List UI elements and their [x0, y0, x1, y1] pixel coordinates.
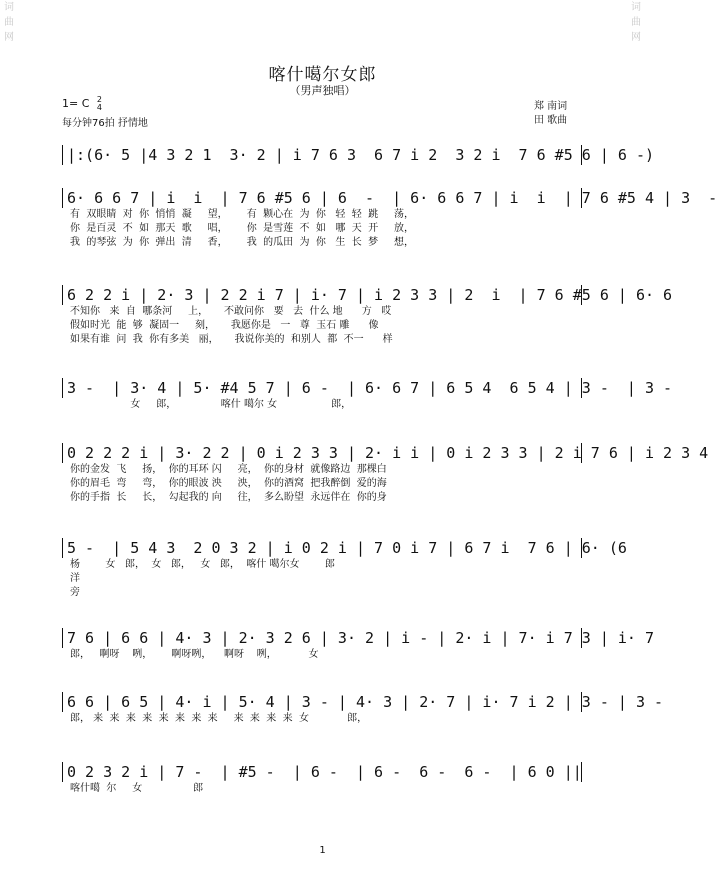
staff-notes: 3 - | 3· 4 | 5· #4 5 7 | 6 - | 6· 6 7 | 6 5 4 6 5 4 | 3 - | 3 -	[62, 378, 582, 398]
staff-8	[62, 692, 664, 726]
staff-notes: 7 6 | 6 6 | 4· 3 | 2· 3 2 6 | 3· 2 | i - | 2· i | 7· i 7 3 | i· 7	[62, 628, 582, 648]
watermark-right: 词曲网	[631, 2, 641, 43]
tempo-marking: 每分钟76拍 抒情地	[62, 118, 148, 129]
lyric-line: 郎， 啊呀 咧， 啊呀咧， 啊呀 咧， 女	[70, 649, 319, 660]
time-bottom: 4	[96, 103, 102, 112]
lyric-line: 喀什噶 尔 女 郎	[70, 783, 204, 794]
key-signature	[62, 96, 102, 112]
lyric-line: 有 双眼睛 对 你 悄悄 凝 望， 有 颗心在 为 你 轻 轻 跳 荡，	[70, 209, 414, 220]
song-title: 喀什噶尔女郎	[268, 65, 377, 85]
staff-6	[62, 538, 627, 600]
lyricist-credit: 郑 南词	[534, 101, 568, 112]
staff-5	[62, 443, 709, 505]
lyric-line: 旁	[70, 587, 80, 598]
song-subtitle: （男声独唱）	[289, 84, 356, 97]
lyric-line: 你的眉毛 弯 弯， 你的眼波 泱 泱， 你的酒窝 把我醉倒 爱的海	[70, 478, 387, 489]
staff-7	[62, 628, 654, 662]
lyric-line: 不知你 来 自 哪条河 上， 不敢问你 要 去 什么 地 方 哎	[70, 306, 392, 317]
staff-notes: 5 - | 5 4 3 2 0 3 2 | i 0 2 i | 7 0 i 7 | 6 7 i 7 6 | 6· (6	[62, 538, 582, 558]
lyric-line: 郎， 来 来 来 来 来 来 来 来 来 来 来 来 女 郎，	[70, 713, 368, 724]
lyric-line: 女 郎， 喀什 噶尔 女 郎，	[70, 399, 352, 410]
staff-1	[62, 145, 654, 165]
lyric-line: 我 的琴弦 为 你 弹出 清 香， 我 的瓜田 为 你 生 长 梦 想，	[70, 237, 414, 248]
lyric-line: 你 是百灵 不 如 那天 歌 唱， 你 是雪莲 不 如 哪 天 开 放，	[70, 223, 414, 234]
composer-credit: 田 歌曲	[534, 115, 568, 126]
lyric-line: 你的金发 飞 扬， 你的耳环 闪 亮， 你的身材 就像路边 那棵白	[70, 464, 387, 475]
lyric-line: 你的手指 长 长， 勾起我的 向 往， 多么盼望 永远伴在 你的身	[70, 492, 387, 503]
staff-2	[62, 188, 726, 250]
time-signature	[97, 96, 102, 112]
lyric-line: 洋	[70, 573, 80, 584]
lyric-line: 杨 女 郎， 女 郎， 女 郎， 喀什 噶尔女 郎	[70, 559, 335, 570]
watermark-left: 词曲网	[4, 2, 14, 43]
time-top: 2	[96, 95, 102, 104]
staff-notes: 6· 6 6 7 | i i | 7 6 #5 6 | 6 - | 6· 6 6 7 | i i | 7 6 #5 4 | 3 -	[62, 188, 582, 208]
staff-4	[62, 378, 682, 412]
staff-notes: 6 6 | 6 5 | 4· i | 5· 4 | 3 - | 4· 3 | 2· 7 | i· 7 i 2 | 3 - | 3 -	[62, 692, 582, 712]
staff-notes: 0 2 3 2 i | 7 - | #5 - | 6 - | 6 - 6 - 6 - | 6 0 ||	[62, 762, 582, 782]
lyric-line: 如果有谁 问 我 你有多美 丽， 我说你美的 和别人 都 不一 样	[70, 334, 393, 345]
staff-9	[62, 762, 582, 796]
staff-notes: 0 2 2 2 i | 3· 2 2 | 0 i 2 3 3 | 2· i i | 0 i 2 3 3 | 2 i 7 6 | i 2 3 4	[62, 443, 582, 463]
staff-3	[62, 285, 673, 347]
staff-notes: |:(6· 5 |4 3 2 1 3· 2 | i 7 6 3 6 7 i 2 3 2 i 7 6 #5 6 | 6 -)	[62, 145, 582, 165]
credits	[534, 100, 567, 128]
lyric-line: 假如时光 能 够 凝固一 刻， 我愿你是 一 尊 玉石 雕 像	[70, 320, 379, 331]
key-label: 1= C	[62, 97, 90, 110]
page-number: 1	[319, 845, 326, 856]
staff-notes: 6 2 2 i | 2· 3 | 2 2 i 7 | i· 7 | i 2 3 3 | 2 i | 7 6 #5 6 | 6· 6	[62, 285, 582, 305]
